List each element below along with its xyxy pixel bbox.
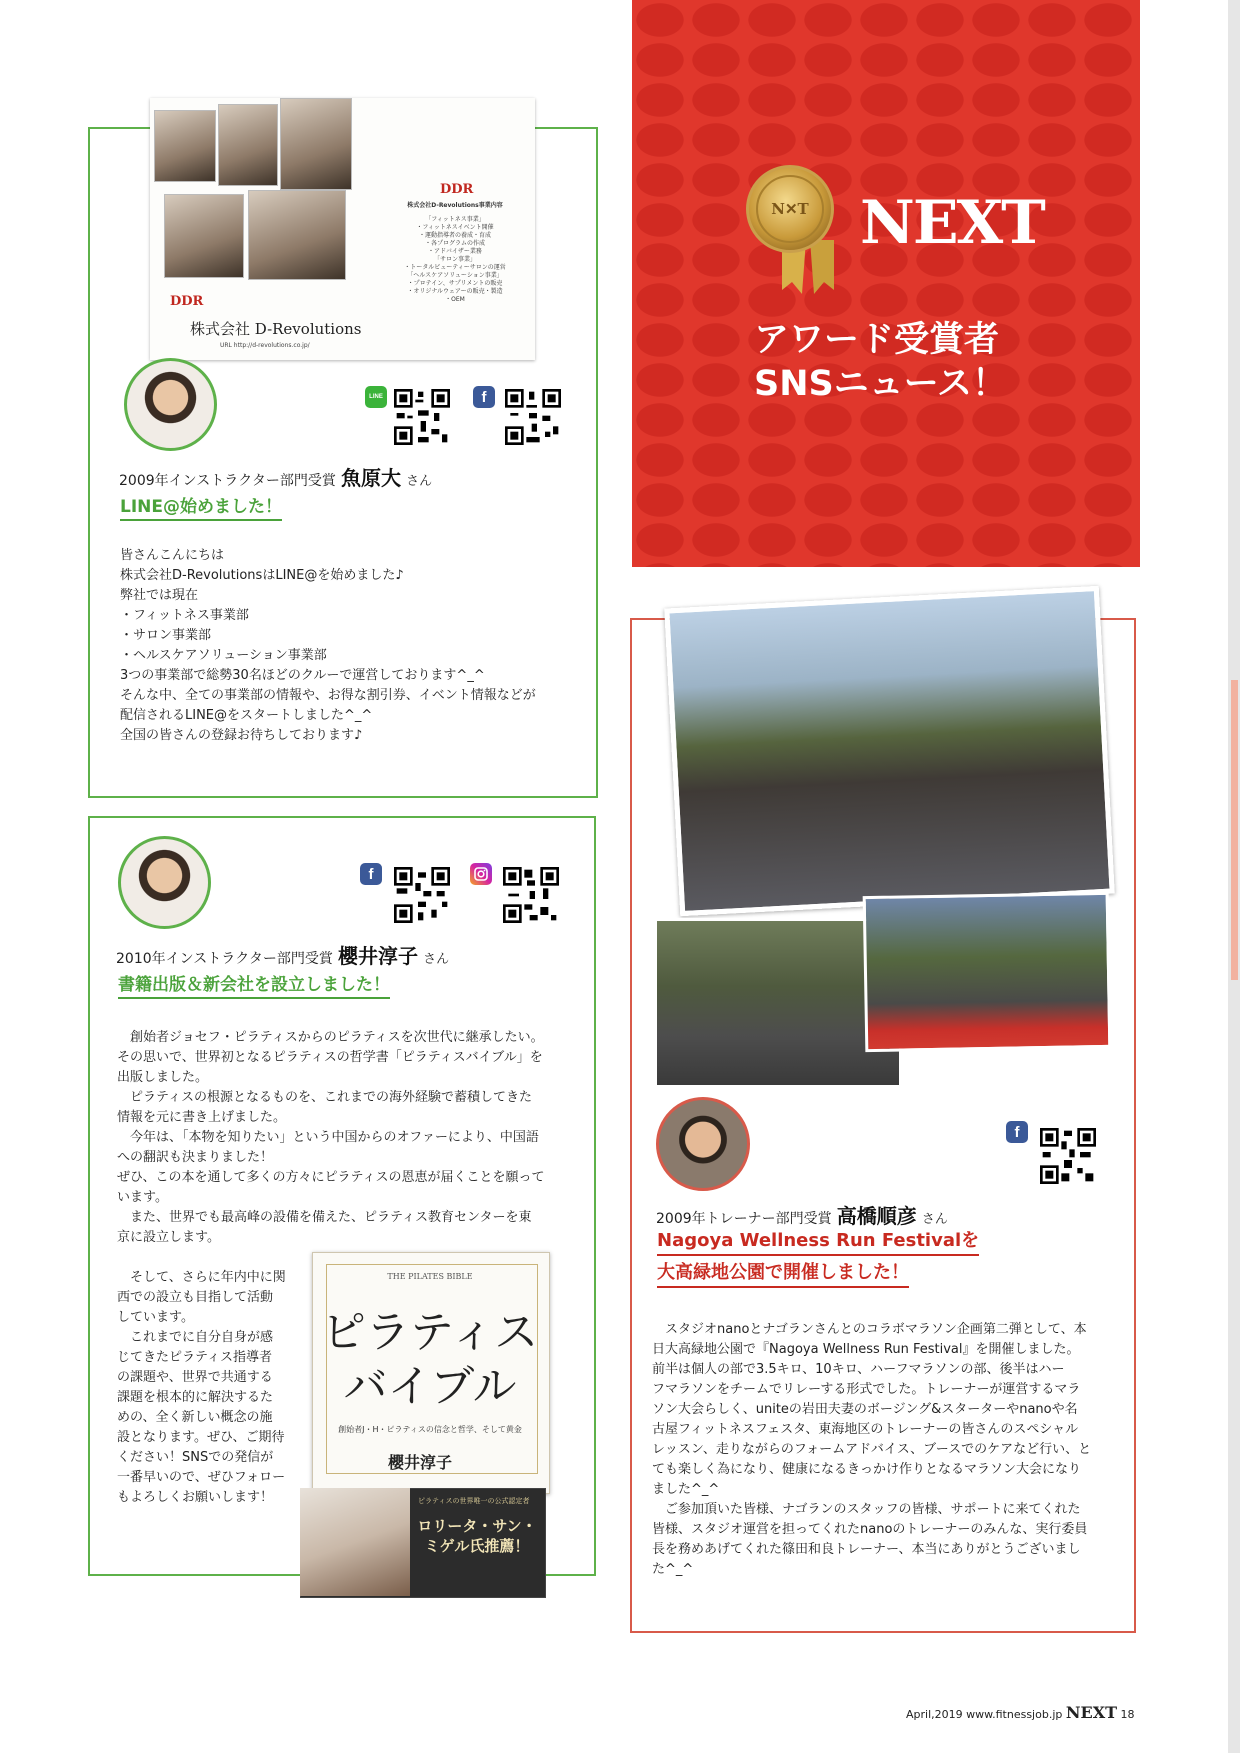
avatar xyxy=(124,358,217,451)
award-header-panel xyxy=(632,0,1140,567)
body-line: その思いで、世界初となるピラティスの哲学書「ピラティスバイブル」を xyxy=(117,1050,543,1065)
awardee-name: 櫻井淳子 xyxy=(338,944,419,968)
book-obi-recommendation xyxy=(412,1516,542,1556)
book-title-line2: バイブル xyxy=(343,1361,517,1412)
marathon-photo xyxy=(664,586,1115,916)
article-headline-line1: Nagoya Wellness Run Festivalを xyxy=(657,1230,979,1256)
award-category: 2009年トレーナー部門受賞 xyxy=(656,1211,832,1227)
body-line: 皆さんこんにちは xyxy=(120,548,225,563)
facebook-icon[interactable]: f xyxy=(360,863,382,885)
body-line: 株式会社D-RevolutionsはLINE@を始めました♪ xyxy=(120,568,404,583)
honorific: さん xyxy=(921,1212,948,1227)
company-name: 株式会社 D-Revolutions xyxy=(190,320,362,338)
services-list: 「フィットネス事業」 ・フィットネスイベント開催 ・運動指導者の養成・育成 ・各プログラムの作成 ・アドバイザー業務 「サロン事業」 ・トータルビューティーサロンの運営 「ヘルスケアソリューション事業」 ・プロテイン、サプリメントの販売 ・オリジナルウェアーの販売・製造 ・OEM xyxy=(404,216,506,303)
body-line: スタジオnanoとナゴランさんとのコラボマラソン企画第二弾として、本 xyxy=(665,1322,1087,1337)
awardee-name: 魚原大 xyxy=(341,466,402,490)
body-line: います。 xyxy=(117,1190,168,1205)
next-logo: NEXT xyxy=(860,188,1044,258)
qr-code[interactable] xyxy=(394,389,450,445)
page-number: 18 xyxy=(1120,1708,1135,1721)
marathon-photo xyxy=(863,892,1112,1052)
qr-code[interactable] xyxy=(505,389,561,445)
facebook-icon[interactable]: f xyxy=(1006,1121,1028,1143)
body-line: ピラティスの根源となるものを、これまでの海外経験で蓄積してきた xyxy=(130,1090,532,1105)
book-author: 櫻井淳子 xyxy=(388,1453,453,1472)
body-line: の課題や、世界で共通する xyxy=(117,1370,273,1385)
book-obi-caption: ピラティスの世界唯一の公式認定者 xyxy=(418,1497,530,1505)
company-logo: DDR xyxy=(440,182,474,197)
body-line: 長を務めあげてくれた篠田和良トレーナー、本当にありがとうございまし xyxy=(652,1542,1081,1557)
award-category: 2010年インストラクター部門受賞 xyxy=(116,951,333,967)
body-line: 日大高緑地公園で『Nagoya Wellness Run Festival』を開催しました。 xyxy=(652,1342,1080,1357)
body-line: 古屋フィットネスフェスタ、東海地区のトレーナーの皆さんのスペシャル xyxy=(652,1422,1079,1437)
footer-logo: NEXT xyxy=(1065,1703,1118,1722)
collage-photo xyxy=(154,110,216,182)
book-obi-photo xyxy=(300,1488,410,1596)
collage-photo xyxy=(280,98,352,190)
body-line: ご参加頂いた皆様、ナゴランのスタッフの皆様、サポートに来てくれた xyxy=(665,1502,1081,1517)
body-line: 全国の皆さんの登録お待ちしております♪ xyxy=(120,728,363,743)
body-line: 創始者ジョセフ・ピラティスからのピラティスを次世代に継承したい。 xyxy=(130,1030,544,1045)
page-footer xyxy=(906,1703,1135,1722)
body-line: た^_^ xyxy=(652,1562,694,1577)
body-line: 弊社では現在 xyxy=(120,588,199,603)
body-line: 前半は個人の部で3.5キロ、10キロ、ハーフマラソンの部、後半はハー xyxy=(652,1362,1065,1377)
body-line: 課題を根本的に解決するた xyxy=(117,1390,274,1405)
article-body xyxy=(117,1028,567,1248)
body-line: ・サロン事業部 xyxy=(120,628,212,643)
body-line: 一番早いので、ぜひフォロー xyxy=(117,1470,286,1485)
body-line: レッスン、走りながらのフォームアドバイス、ブースでのケアなど行い、と xyxy=(652,1442,1092,1457)
article-headline: 書籍出版＆新会社を設立しました！ xyxy=(118,970,390,999)
article-body xyxy=(120,546,580,746)
issue-date: April,2019 xyxy=(906,1708,963,1721)
book-english-title: THE PILATES BIBLE xyxy=(387,1272,473,1281)
body-line: 出版しました。 xyxy=(117,1070,209,1085)
medal-icon xyxy=(746,165,834,253)
instagram-glyph xyxy=(474,867,488,881)
award-line xyxy=(656,1200,948,1229)
award-category: 2009年インストラクター部門受賞 xyxy=(119,473,336,489)
company-logo: DDR xyxy=(170,294,204,309)
page-edge xyxy=(1228,0,1240,1753)
body-line: また、世界でも最高峰の設備を備えた、ピラティス教育センターを東 xyxy=(130,1210,532,1225)
body-line: ください！SNSでの発信が xyxy=(117,1450,274,1465)
body-line: そして、さらに年内中に関 xyxy=(130,1270,286,1285)
photo-collage xyxy=(150,98,535,360)
body-line: これまでに自分自身が感 xyxy=(130,1330,274,1345)
awardee-name: 高橋順彦 xyxy=(836,1204,917,1228)
page-title-line2: SNSニュース！ xyxy=(754,364,1007,404)
body-line: ました^_^ xyxy=(652,1482,720,1497)
honorific: さん xyxy=(406,474,433,489)
article-body-narrow xyxy=(117,1268,297,1508)
book-obi-line2: ミゲル氏推薦！ xyxy=(424,1537,530,1555)
body-line: への翻訳も決まりました！ xyxy=(117,1150,274,1165)
website-url[interactable]: www.fitnessjob.jp xyxy=(966,1708,1063,1721)
qr-code[interactable] xyxy=(503,867,559,923)
body-line: そんな中、全ての事業部の情報や、お得な割引券、イベント情報などが xyxy=(120,688,536,703)
page-edge-stripe xyxy=(1231,680,1238,980)
instagram-icon[interactable] xyxy=(470,863,492,885)
collage-photo xyxy=(164,194,244,278)
page-title xyxy=(754,318,1007,406)
article-headline xyxy=(657,1230,979,1288)
body-line: 設となります。ぜひ、ご期待 xyxy=(117,1430,285,1445)
article-body xyxy=(652,1320,1112,1580)
body-line: もよろしくお願いします！ xyxy=(117,1490,274,1505)
collage-photo xyxy=(218,104,278,186)
body-line: めの、全く新しい概念の施 xyxy=(117,1410,273,1425)
award-line xyxy=(119,462,432,491)
services-title: 株式会社D-Revolutions事業内容 xyxy=(407,202,503,209)
company-url: URL http://d-revolutions.co.jp/ xyxy=(220,342,310,349)
qr-code[interactable] xyxy=(394,867,450,923)
body-line: ぜひ、この本を通して多くの方々にピラティスの恩恵が届くことを願って xyxy=(117,1170,545,1185)
body-line: ・フィットネス事業部 xyxy=(120,608,249,623)
body-line: ても楽しく為になり、健康になるきっかけ作りとなるマラソン大会になり xyxy=(652,1462,1082,1477)
avatar xyxy=(118,836,211,929)
body-line: ソン大会らしく、uniteの岩田夫妻のボージング&スターターやnanoや名 xyxy=(652,1402,1078,1417)
book-obi-line1: ロリータ・サン・ xyxy=(417,1517,537,1535)
collage-photo xyxy=(248,190,346,280)
book-title xyxy=(312,1306,548,1414)
line-icon: LINE xyxy=(365,386,387,408)
body-line: 京に設立します。 xyxy=(117,1230,220,1245)
body-line: ・ヘルスケアソリューション事業部 xyxy=(120,648,327,663)
book-title-line1: ピラティス xyxy=(321,1307,539,1358)
body-line: じてきたピラティス指導者 xyxy=(117,1350,272,1365)
avatar xyxy=(656,1097,750,1191)
book-subtitle: 創始者J・H・ピラティスの信念と哲学、そして黄金 xyxy=(338,1425,522,1434)
body-line: フマラソンをチームでリレーする形式でした。トレーナーが運営するマラ xyxy=(652,1382,1081,1397)
award-line xyxy=(116,940,449,969)
body-line: 今年は、「本物を知りたい」という中国からのオファーにより、中国語 xyxy=(130,1130,539,1145)
body-line: 配信されるLINE@をスタートしました^_^ xyxy=(120,708,373,723)
body-line: しています。 xyxy=(117,1310,194,1325)
body-line: 西での設立も目指して活動 xyxy=(117,1290,274,1305)
body-line: 皆様、スタジオ運営を担ってくれたnanoのトレーナーのみんな、実行委員 xyxy=(652,1522,1088,1537)
qr-code[interactable] xyxy=(1040,1128,1096,1184)
body-line: 3つの事業部で総勢30名ほどのクルーで運営しております^_^ xyxy=(120,668,485,683)
page-title-line1: アワード受賞者 xyxy=(754,320,1000,360)
article-headline-line2: 大高緑地公園で開催しました！ xyxy=(657,1262,909,1288)
body-line: 情報を元に書き上げました。 xyxy=(117,1110,287,1125)
medal-inner-logo: N✕T xyxy=(756,175,824,243)
honorific: さん xyxy=(423,952,450,967)
facebook-icon[interactable]: f xyxy=(473,386,495,408)
article-headline: LINE@始めました！ xyxy=(120,492,282,521)
